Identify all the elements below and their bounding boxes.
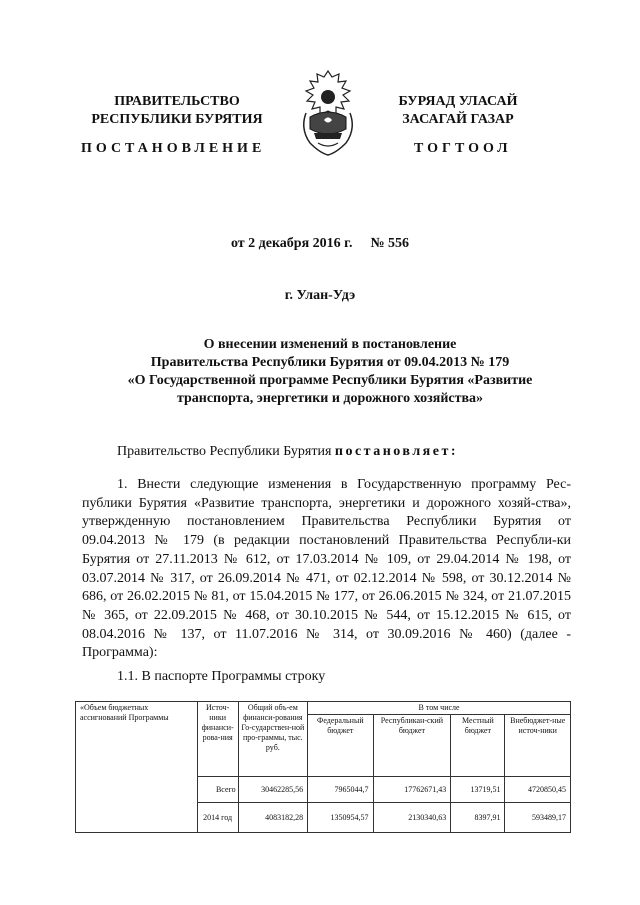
table-header-federal: Федеральный бюджет bbox=[308, 715, 373, 777]
table-cell: 30462285,56 bbox=[238, 777, 308, 803]
document-number: № 556 bbox=[370, 236, 410, 251]
title-line: Правительства Республики Бурятия от 09.04.2013 № 179 bbox=[150, 355, 510, 370]
preamble-verb: постановляет: bbox=[334, 444, 458, 459]
table-cell: 593489,17 bbox=[505, 803, 571, 833]
preamble-text: Правительство Республики Бурятия bbox=[117, 444, 335, 459]
table-header-republic: Республикан-ский бюджет bbox=[373, 715, 451, 777]
table-header-including: В том числе bbox=[308, 702, 571, 715]
government-name-buryat bbox=[378, 93, 538, 129]
table-header-source: Источ-ники финанси-рова-ния bbox=[197, 702, 238, 777]
table-cell: 7965044,7 bbox=[308, 777, 373, 803]
table-cell: 1350954,57 bbox=[308, 803, 373, 833]
table-row-label: «Объем бюджетных ассигнований Программы bbox=[76, 702, 198, 833]
table-cell: 2014 год bbox=[197, 803, 238, 833]
table-header-local: Местный бюджет bbox=[451, 715, 505, 777]
date-number-line bbox=[0, 236, 640, 252]
table-header-extra: Внебюджет-ные источ-ники bbox=[505, 715, 571, 777]
document-date: от 2 декабря 2016 г. bbox=[230, 236, 353, 251]
table-cell: 4720850,45 bbox=[505, 777, 571, 803]
title-line: О внесении изменений в постановление bbox=[203, 337, 457, 352]
table-cell: 13719,51 bbox=[451, 777, 505, 803]
table-header-total: Общий объ-ем финанси-рования Го-сударствен-ной про-граммы, тыс. руб. bbox=[238, 702, 308, 777]
document-city: г. Улан-Удэ bbox=[284, 288, 356, 303]
coat-of-arms-icon bbox=[296, 67, 360, 159]
government-name-russian bbox=[83, 93, 271, 129]
budget-table bbox=[75, 701, 571, 833]
table-cell: Всего bbox=[197, 777, 238, 803]
doc-type-buryat: ТОГТООЛ bbox=[414, 141, 512, 156]
title-line: транспорта, энергетики и дорожного хозяйства» bbox=[176, 391, 484, 406]
table-cell: 2130340,63 bbox=[373, 803, 451, 833]
table-cell: 4083182,28 bbox=[238, 803, 308, 833]
government-name-line2: РЕСПУБЛИКИ БУРЯТИЯ bbox=[91, 112, 263, 127]
government-name-buryat-line2: ЗАСАГАЙ ГАЗАР bbox=[402, 112, 514, 127]
paragraph-1-1: 1.1. В паспорте Программы строку bbox=[117, 669, 326, 684]
title-line: «О Государственной программе Республики Бурятия «Развитие bbox=[127, 373, 533, 388]
government-name-line1: ПРАВИТЕЛЬСТВО bbox=[114, 94, 240, 109]
government-name-buryat-line1: БУРЯАД УЛАСАЙ bbox=[398, 94, 518, 109]
paragraph-1: 1. Внести следующие изменения в Государственную программу Рес-публики Бурятия «Развитие транспорта, энергетики и дорожного хозяй-ства», утвержденную постановлением Правительства Республики Бурятия от 09.04.2013 № 179 (в редакции постановлений Правительства Республи-ки Бурятия от 27.11.2013 № 612, от 17.03.2014 № 109, от 29.04.2014 № 198, от 03.07.2014 № 317, от 26.09.2014 № 471, от 02.12.2014 № 598, от 30.12.2014 № 686, от 26.02.2015 № 81, от 15.04.2015 № 177, от 26.06.2015 № 324, от 21.07.2015 № 365, от 22.09.2015 № 468, от 30.10.2015 № 544, от 15.12.2015 № 615, от 08.04.2016 № 137, от 11.07.2016 № 314, от 30.09.2016 № 460) (далее - Программа): bbox=[82, 477, 571, 661]
doc-type-russian: ПОСТАНОВЛЕНИЕ bbox=[81, 141, 266, 156]
table-cell: 17762671,43 bbox=[373, 777, 451, 803]
document-title bbox=[90, 336, 570, 408]
preamble bbox=[117, 444, 458, 460]
table-cell: 8397,91 bbox=[451, 803, 505, 833]
